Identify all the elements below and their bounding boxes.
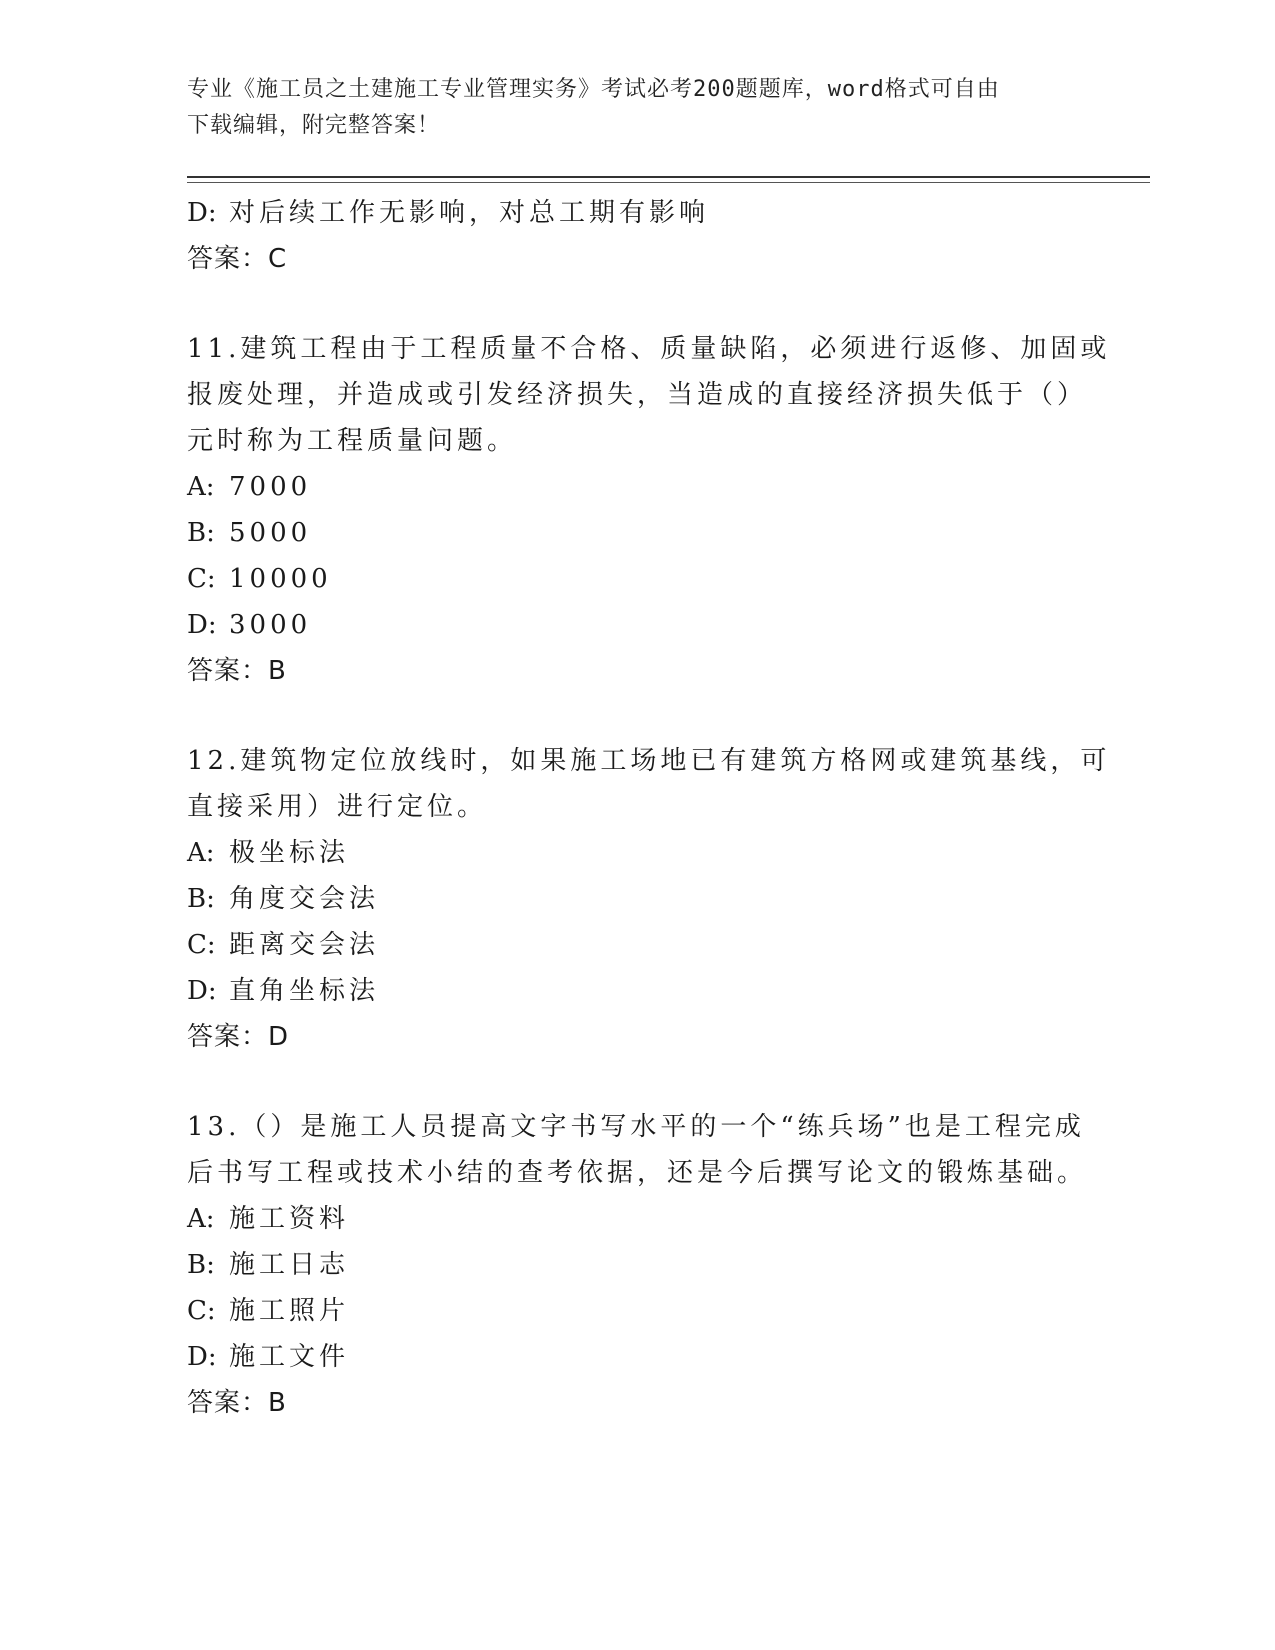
question-text-line: 12.建筑物定位放线时，如果施工场地已有建筑方格网或建筑基线，可 [187,746,1111,776]
option-key: A: [187,1204,215,1234]
option-key: B: [187,884,215,914]
spacer [187,1060,1087,1104]
answer-line: 答案：B [187,1388,287,1418]
question-11 [187,326,1111,694]
option-text: 施工照片 [229,1296,350,1326]
question-text-line: 11.建筑工程由于工程质量不合格、质量缺陷，必须进行返修、加固或 [187,334,1111,364]
question-12 [187,738,1111,1060]
option-a [187,464,1087,510]
option-d [187,1334,1087,1380]
spacer [187,282,1087,326]
option-d [187,190,1087,236]
option-text: 直角坐标法 [229,976,380,1006]
option-text: 10000 [229,564,332,594]
question-10 [187,190,1087,282]
question-text-line: 元时称为工程质量问题。 [187,426,518,456]
answer-line: 答案：C [187,244,288,274]
option-text: 5000 [229,518,312,548]
question-content [187,190,1111,1426]
option-text: 3000 [229,610,312,640]
question-text-line: 报废处理，并造成或引发经济损失，当造成的直接经济损失低于（） [187,380,1088,410]
header-line-1: 专业《施工员之土建施工专业管理实务》考试必考200题题库，word格式可自由 [187,77,1000,102]
option-key: A: [187,838,215,868]
question-text-line: 13.（）是施工人员提高文字书写水平的一个“练兵场”也是工程完成 [187,1112,1085,1142]
option-c [187,556,1087,602]
option-d [187,968,1087,1014]
option-b [187,1242,1087,1288]
option-key: D: [187,610,217,640]
option-text: 7000 [229,472,312,502]
option-text: 施工日志 [229,1250,350,1280]
option-key: C: [187,1296,216,1326]
option-key: C: [187,930,216,960]
page-header [187,72,1067,144]
option-text: 距离交会法 [229,930,380,960]
header-line-2: 下载编辑，附完整答案！ [187,113,441,138]
question-text-line: 直接采用）进行定位。 [187,792,488,822]
question-13 [187,1104,1087,1426]
option-text: 角度交会法 [229,884,380,914]
answer-line: 答案：D [187,1022,290,1052]
spacer [187,694,1087,738]
option-key: B: [187,518,215,548]
option-key: A: [187,472,215,502]
option-a [187,830,1087,876]
option-key: D: [187,976,217,1006]
option-text: 极坐标法 [229,838,350,868]
option-text: 对后续工作无影响，对总工期有影响 [229,198,710,228]
option-c [187,922,1087,968]
header-rule-thin [187,182,1150,183]
option-c [187,1288,1087,1334]
option-key: C: [187,564,216,594]
option-d [187,602,1087,648]
question-text-line: 后书写工程或技术小结的查考依据，还是今后撰写论文的锻炼基础。 [187,1158,1088,1188]
option-key: D: [187,1342,217,1372]
option-key: D: [187,198,217,228]
answer-line: 答案：B [187,656,287,686]
option-text: 施工文件 [229,1342,350,1372]
option-key: B: [187,1250,215,1280]
header-rule-thick [187,176,1150,178]
option-text: 施工资料 [229,1204,350,1234]
option-b [187,876,1087,922]
option-a [187,1196,1087,1242]
option-b [187,510,1087,556]
